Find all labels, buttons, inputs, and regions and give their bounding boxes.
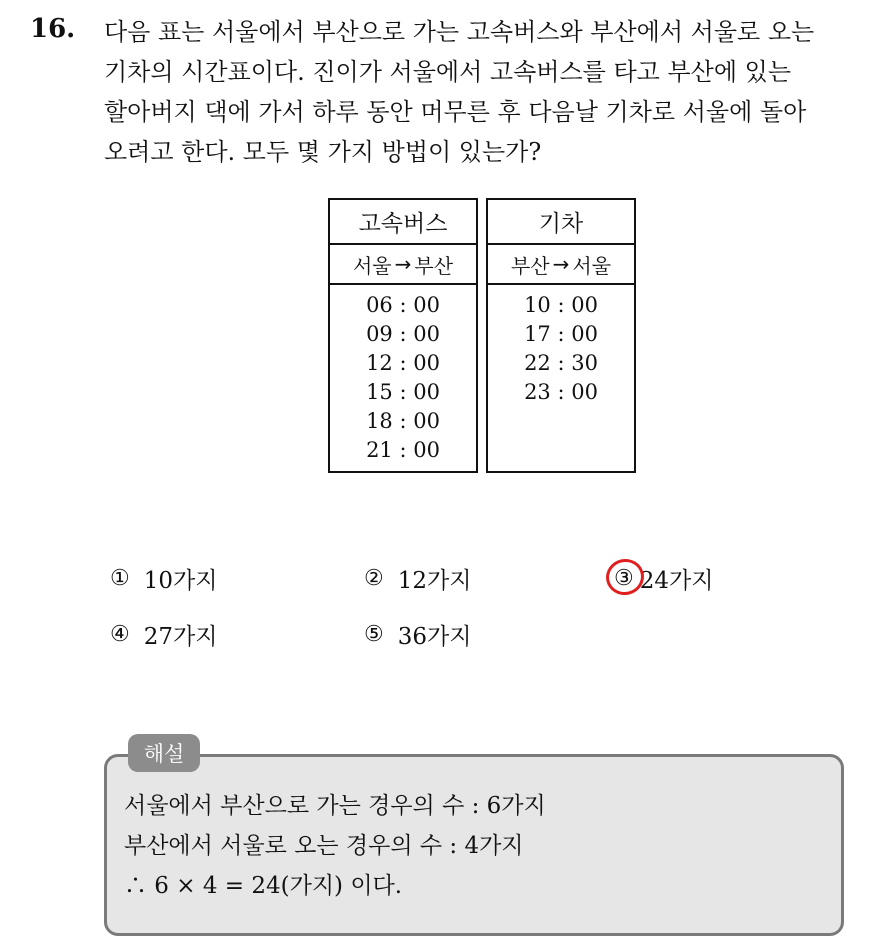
arrow-right-icon: → [552,252,570,276]
question-number: 16. [30,14,76,44]
bus-route [330,245,476,285]
explanation-line: ∴ 6 × 4 = 24(가지) 이다. [124,873,403,899]
bus-time: 18 : 00 [366,409,440,433]
choice-4-mark: ④ [110,622,130,647]
explanation-line: 부산에서 서울로 오는 경우의 수 : 4가지 [124,833,524,859]
train-route-to: 서울 [572,253,612,278]
question-line: 오려고 한다. 모두 몇 가지 방법이 있는가? [104,138,542,166]
choice-2-text: 12가지 [397,568,472,594]
train-time: 17 : 00 [524,322,598,346]
choice-3-text: 24가지 [639,568,714,594]
train-time: 23 : 00 [524,380,598,404]
bus-time: 06 : 00 [366,293,440,317]
bus-times [330,285,476,465]
choice-4[interactable] [110,618,217,651]
explanation-text [124,786,546,906]
bus-time: 21 : 00 [366,438,440,462]
question-line: 기차의 시간표이다. 진이가 서울에서 고속버스를 타고 부산에 있는 [104,58,791,86]
choice-1-text: 10가지 [143,568,218,594]
arrow-right-icon: → [394,252,412,276]
bus-timetable [328,198,478,473]
choice-1-mark: ① [110,566,130,591]
question-text [104,12,864,172]
bus-route-to: 부산 [414,253,454,278]
choice-5-text: 36가지 [397,624,472,650]
train-route [488,245,634,285]
train-time: 10 : 00 [524,293,598,317]
choice-3-mark-text: ③ [614,566,634,591]
choice-4-text: 27가지 [143,624,218,650]
train-table-title: 기차 [488,200,634,245]
train-times [488,285,634,407]
choice-3[interactable] [614,562,713,595]
choice-5-mark: ⑤ [364,622,384,647]
choice-2-mark: ② [364,566,384,591]
choice-2[interactable] [364,562,471,595]
choice-5[interactable] [364,618,471,651]
choice-3-mark [614,566,634,591]
bus-route-from: 서울 [352,253,392,278]
explanation-line: 서울에서 부산으로 가는 경우의 수 : 6가지 [124,793,546,819]
bus-time: 15 : 00 [366,380,440,404]
question-line: 다음 표는 서울에서 부산으로 가는 고속버스와 부산에서 서울로 오는 [104,18,815,46]
train-route-from: 부산 [510,253,550,278]
bus-time: 09 : 00 [366,322,440,346]
explanation-tag: 해설 [128,734,200,772]
bus-time: 12 : 00 [366,351,440,375]
train-time: 22 : 30 [524,351,598,375]
train-timetable [486,198,636,473]
choice-1[interactable] [110,562,217,595]
bus-table-title: 고속버스 [330,200,476,245]
question-line: 할아버지 댁에 가서 하루 동안 머무른 후 다음날 기차로 서울에 돌아 [104,98,807,126]
